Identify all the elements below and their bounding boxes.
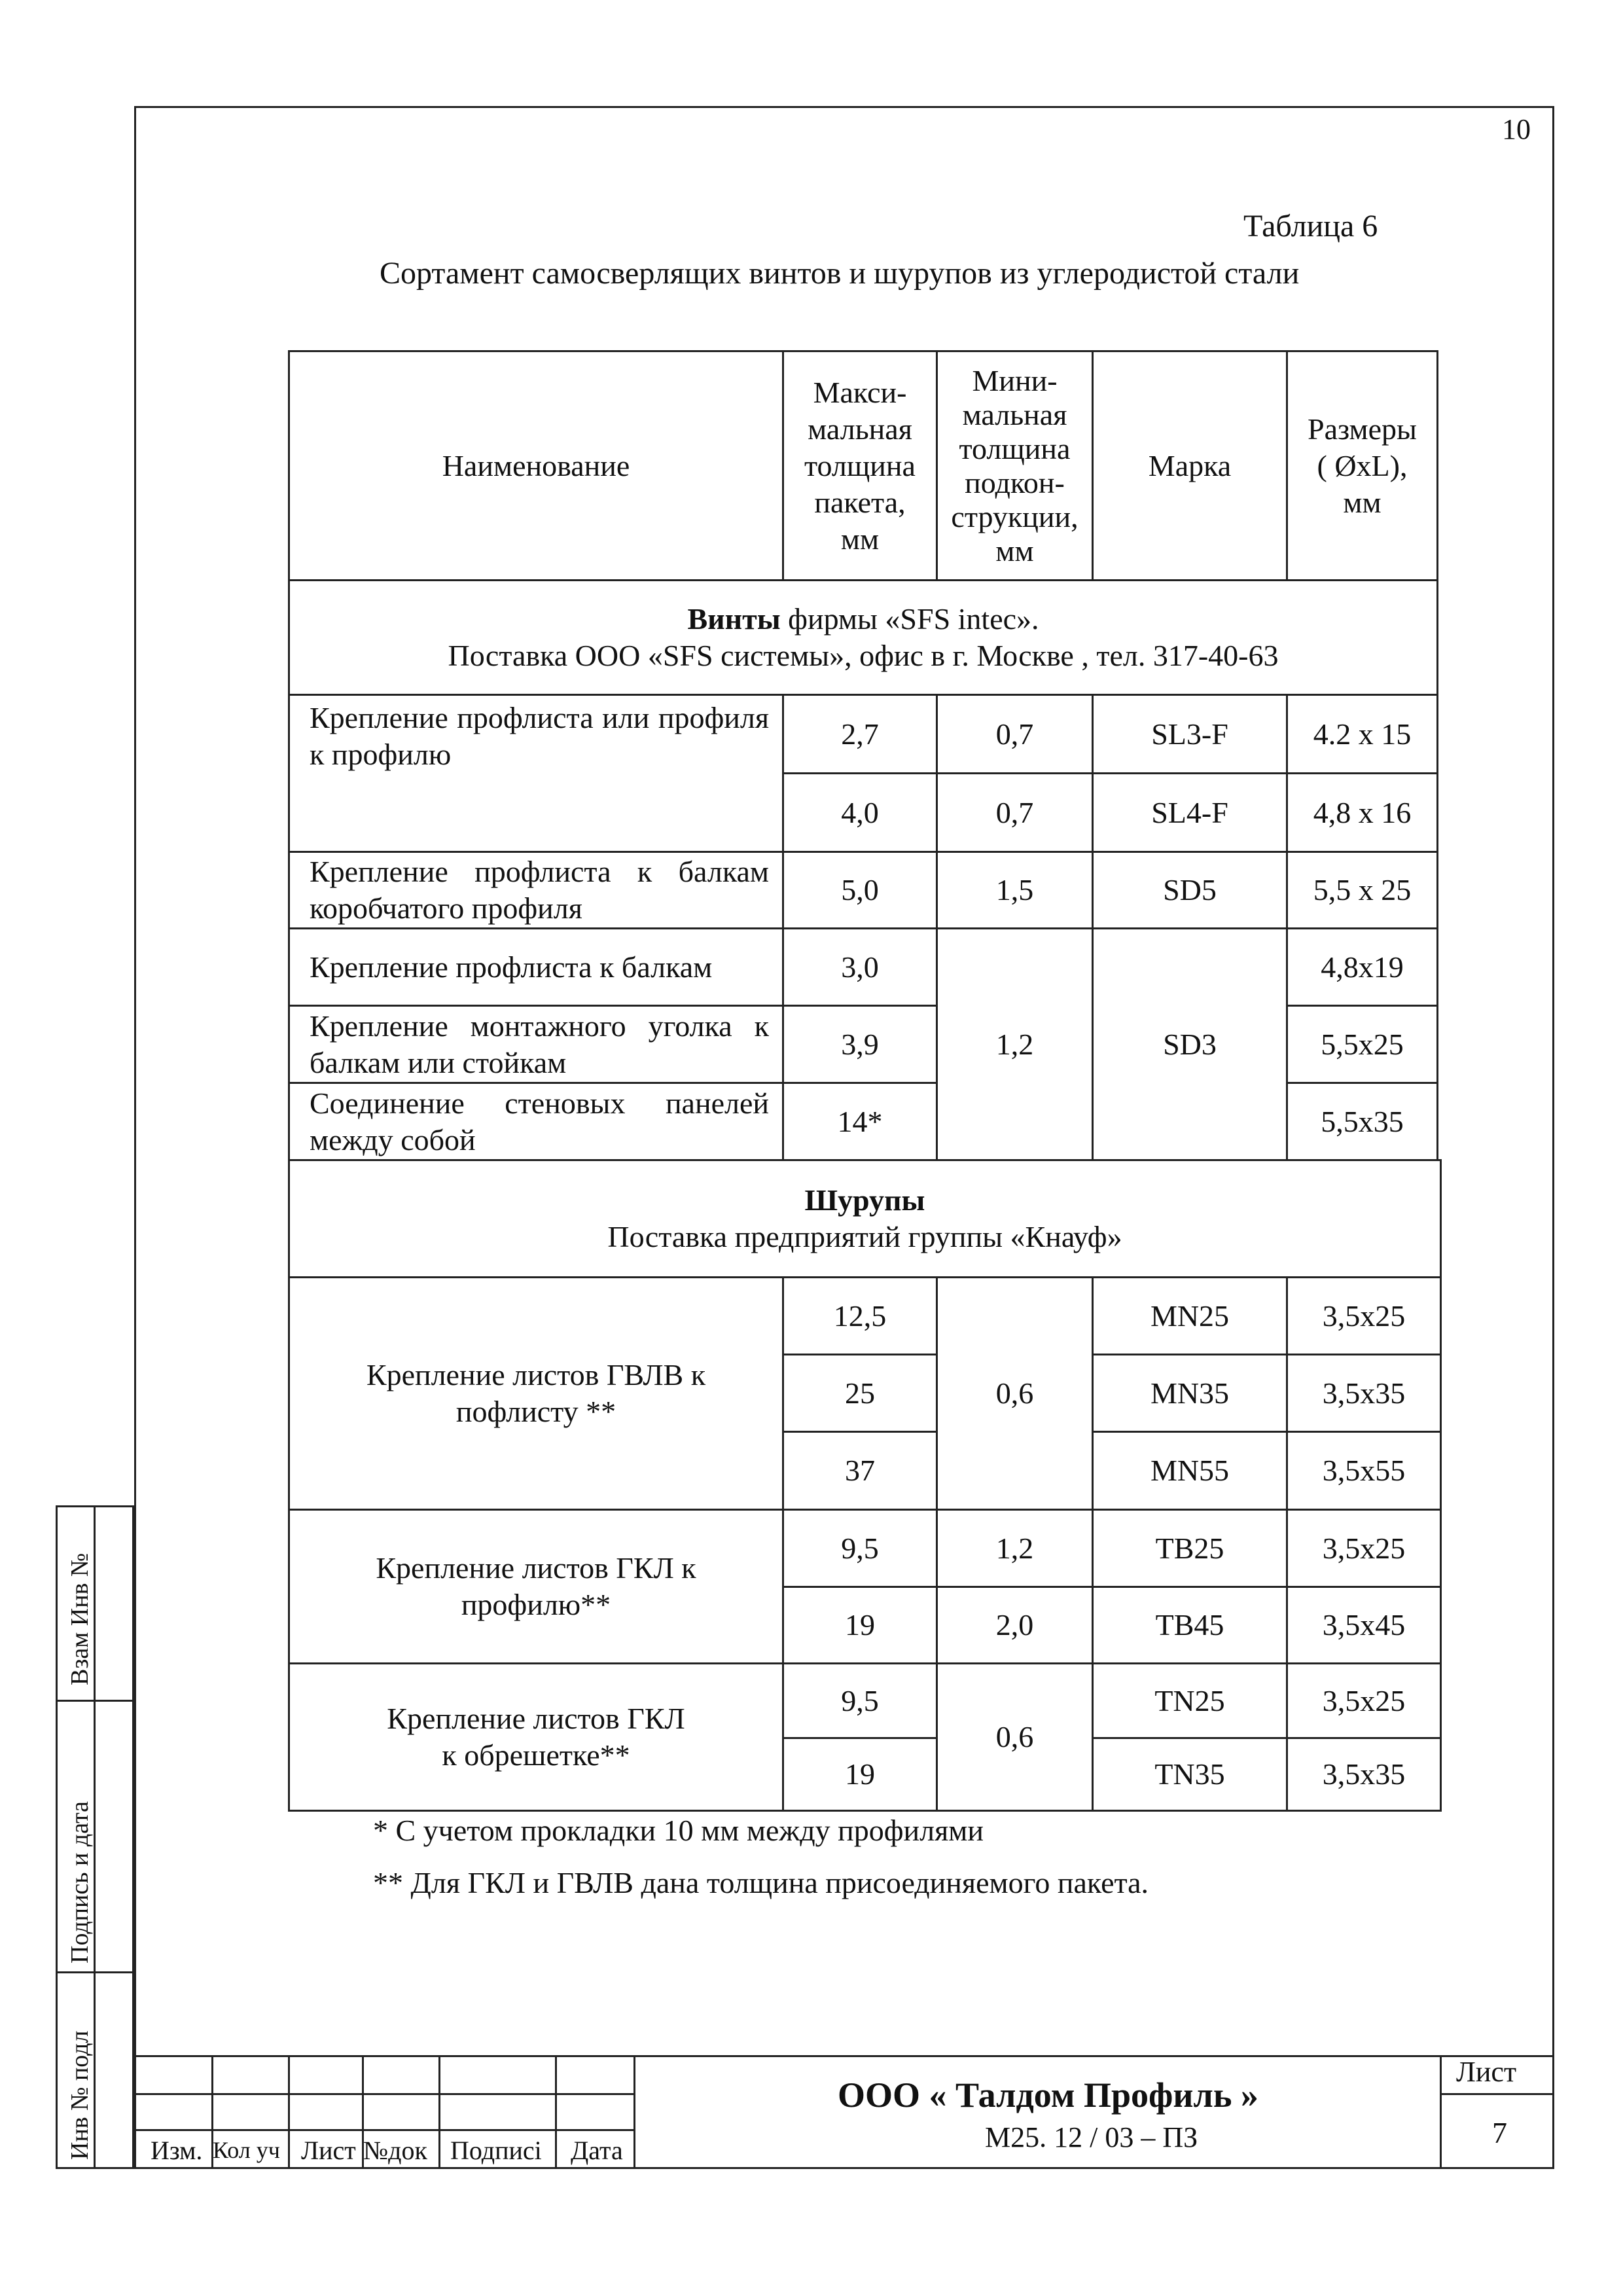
stamp-vzam-inv: Взам Инв № bbox=[66, 1552, 94, 1685]
table-number: Таблица 6 bbox=[1243, 209, 1378, 243]
g1c-brand: MN55 bbox=[1092, 1431, 1288, 1511]
r3-size: 4,8x19 bbox=[1286, 927, 1438, 1007]
g3a-size: 3,5x25 bbox=[1286, 1662, 1442, 1739]
g1b-brand: MN35 bbox=[1092, 1354, 1288, 1433]
g2b-max: 19 bbox=[782, 1586, 938, 1664]
g3b-brand: TN35 bbox=[1092, 1737, 1288, 1812]
label-izm: Изм. bbox=[151, 2136, 203, 2165]
header-brand: Марка bbox=[1092, 350, 1288, 581]
g2a-max: 9,5 bbox=[782, 1509, 938, 1588]
g3a-brand: TN25 bbox=[1092, 1662, 1288, 1739]
g2b-brand: TB45 bbox=[1092, 1586, 1288, 1664]
r2-max: 5,0 bbox=[782, 851, 938, 929]
g3-name: Крепление листов ГКЛ к обрешетке** bbox=[288, 1662, 784, 1812]
label-kol-uch: Кол уч bbox=[213, 2137, 280, 2163]
r1a-size: 4.2 x 15 bbox=[1286, 694, 1438, 774]
header-size: Размеры ( ØxL), мм bbox=[1286, 350, 1438, 581]
r2-min: 1,5 bbox=[936, 851, 1094, 929]
r1a-min: 0,7 bbox=[936, 694, 1094, 774]
r3-max: 3,0 bbox=[782, 927, 938, 1007]
row-r4-name: Крепление монтажного уголка к балкам или стойкам bbox=[288, 1005, 784, 1084]
g3b-size: 3,5x35 bbox=[1286, 1737, 1442, 1812]
g2b-size: 3,5x45 bbox=[1286, 1586, 1442, 1664]
g3a-max: 9,5 bbox=[782, 1662, 938, 1739]
g1a-brand: MN25 bbox=[1092, 1276, 1288, 1355]
header-min-thickness: Мини- мальная толщина подкон- струкции, мм bbox=[936, 350, 1094, 581]
r1a-max: 2,7 bbox=[782, 694, 938, 774]
r1b-size: 4,8 x 16 bbox=[1286, 772, 1438, 853]
r345-min: 1,2 bbox=[936, 927, 1094, 1161]
g2b-min: 2,0 bbox=[936, 1586, 1094, 1664]
header-name: Наименование bbox=[288, 350, 784, 581]
r2-size: 5,5 x 25 bbox=[1286, 851, 1438, 929]
g1a-max: 12,5 bbox=[782, 1276, 938, 1355]
row-r1-name: Крепление профлиста или профиля к профилю bbox=[288, 694, 784, 853]
g1-name: Крепление листов ГВЛВ к пофлисту ** bbox=[288, 1276, 784, 1511]
footnote-2: ** Для ГКЛ и ГВЛВ дана толщина присоединяемого пакета. bbox=[373, 1866, 1149, 1899]
section-screws-header: Винты фирмы «SFS intec». Поставка ООО «SFS системы», офис в г. Москве , тел. 317-40-63 bbox=[288, 579, 1438, 696]
r4-max: 3,9 bbox=[782, 1005, 938, 1084]
g1a-size: 3,5x25 bbox=[1286, 1276, 1442, 1355]
r2-brand: SD5 bbox=[1092, 851, 1288, 929]
table-caption: Сортамент самосверлящих винтов и шурупов из углеродистой стали bbox=[380, 256, 1300, 291]
g2-name: Крепление листов ГКЛ к профилю** bbox=[288, 1509, 784, 1664]
r1b-min: 0,7 bbox=[936, 772, 1094, 853]
footnote-1: * С учетом прокладки 10 мм между профилями bbox=[373, 1814, 984, 1847]
page-number: 10 bbox=[1502, 113, 1531, 145]
r4-size: 5,5x25 bbox=[1286, 1005, 1438, 1084]
r1b-brand: SL4-F bbox=[1092, 772, 1288, 853]
row-r5-name: Соединение стеновых панелей между собой bbox=[288, 1082, 784, 1161]
g3-min: 0,6 bbox=[936, 1662, 1094, 1812]
document-code: М25. 12 / 03 – ПЗ bbox=[985, 2121, 1198, 2153]
stamp-podpis-data: Подпись и дата bbox=[66, 1801, 94, 1964]
section-selftap-header: Шурупы Поставка предприятий группы «Кнауф» bbox=[288, 1159, 1442, 1278]
r345-brand: SD3 bbox=[1092, 927, 1288, 1161]
g1b-size: 3,5x35 bbox=[1286, 1354, 1442, 1433]
r5-size: 5,5x35 bbox=[1286, 1082, 1438, 1161]
sheet-label: Лист bbox=[1456, 2056, 1517, 2088]
r1a-brand: SL3-F bbox=[1092, 694, 1288, 774]
r5-max: 14* bbox=[782, 1082, 938, 1161]
stamp-inv-podl: Инв № подл bbox=[66, 2030, 94, 2160]
r1b-max: 4,0 bbox=[782, 772, 938, 853]
g2a-min: 1,2 bbox=[936, 1509, 1094, 1588]
row-r3-name: Крепление профлиста к балкам bbox=[288, 927, 784, 1007]
sheet-number: 7 bbox=[1492, 2116, 1507, 2149]
g3b-max: 19 bbox=[782, 1737, 938, 1812]
company-name: ООО « Талдом Профиль » bbox=[838, 2075, 1258, 2115]
g1c-size: 3,5x55 bbox=[1286, 1431, 1442, 1511]
row-r2-name: Крепление профлиста к балкам коробчатого профиля bbox=[288, 851, 784, 929]
g1-min: 0,6 bbox=[936, 1276, 1094, 1511]
header-max-thickness: Макси- мальная толщина пакета, мм bbox=[782, 350, 938, 581]
g2a-size: 3,5x25 bbox=[1286, 1509, 1442, 1588]
g1b-max: 25 bbox=[782, 1354, 938, 1433]
label-list: Лист bbox=[301, 2136, 356, 2165]
g2a-brand: TB25 bbox=[1092, 1509, 1288, 1588]
label-ndok: №док bbox=[363, 2136, 427, 2165]
g1c-max: 37 bbox=[782, 1431, 938, 1511]
label-podpis: Подписі bbox=[450, 2136, 542, 2165]
label-data: Дата bbox=[571, 2136, 623, 2165]
